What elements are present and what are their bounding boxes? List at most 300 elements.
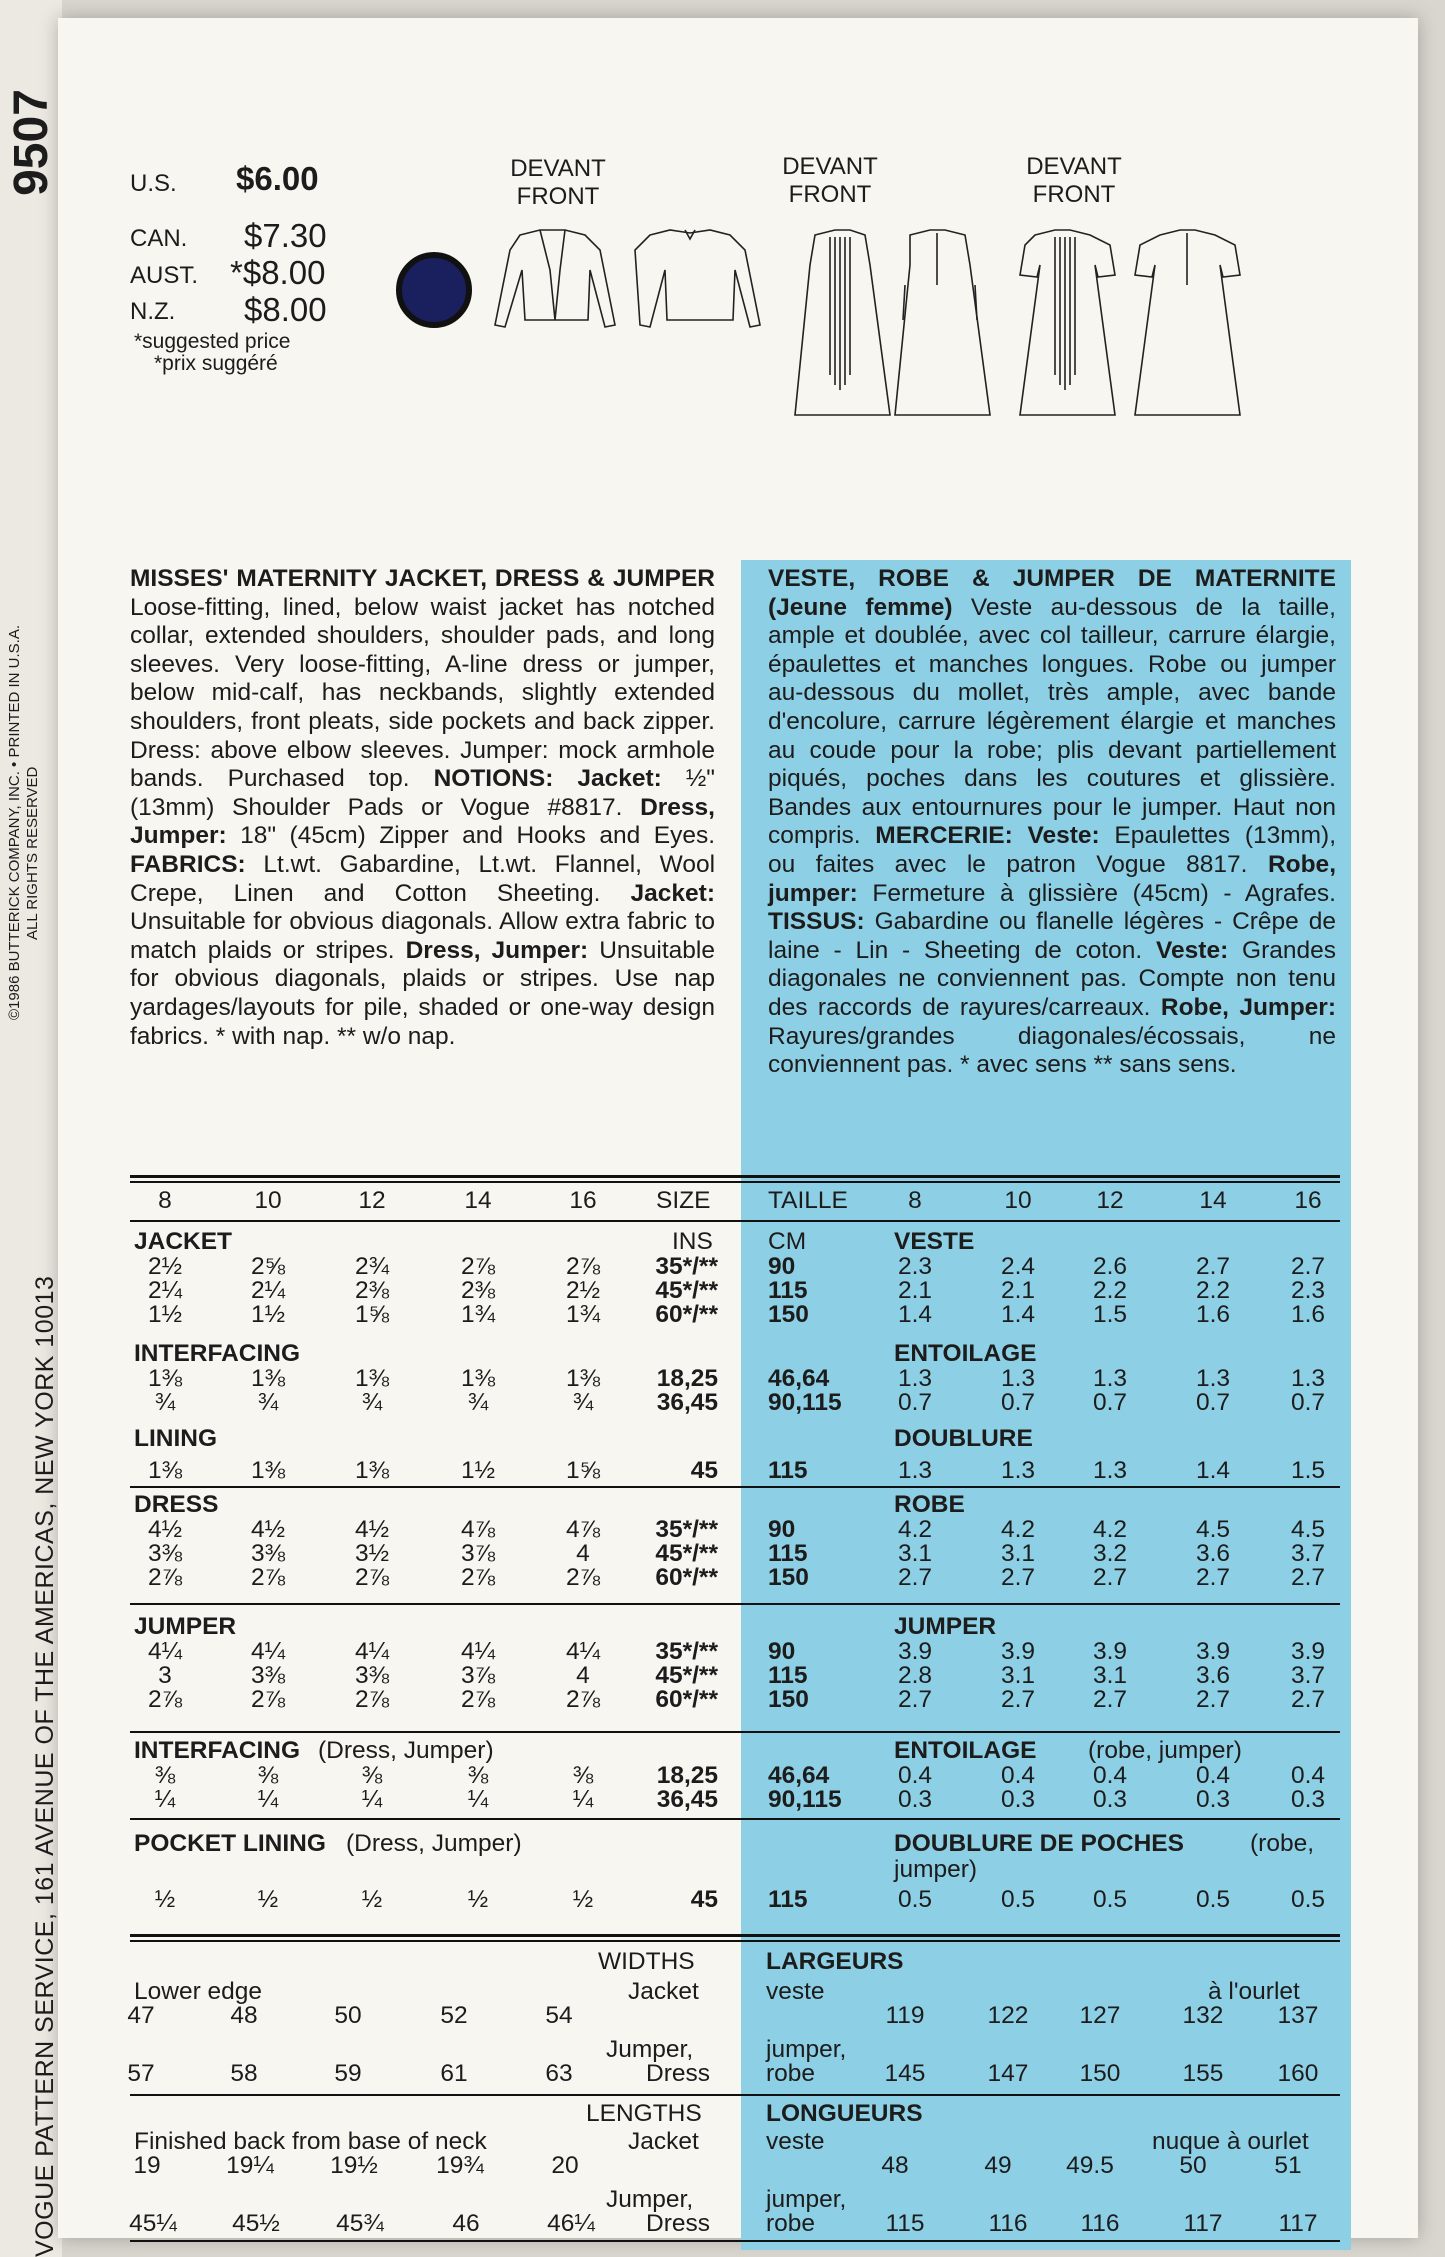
lining-us-cell: 1⅜ <box>147 1457 183 1484</box>
widths-ourlet-label: à l'ourlet <box>1208 1978 1300 2005</box>
price-can-label: CAN. <box>130 225 188 252</box>
dress-metric-cell: 2.7 <box>1092 1564 1128 1591</box>
interfacing-us-cell: 1⅜ <box>565 1365 601 1392</box>
jumper-width-cm: 115 <box>768 1662 808 1689</box>
widths-jacket-label: Jacket <box>628 1978 699 2005</box>
dress-metric-cell: 4.2 <box>897 1516 933 1543</box>
taille-header: 14 <box>1199 1187 1227 1214</box>
color-dot <box>396 252 472 328</box>
rights-line: ALL RIGHTS RESERVED <box>24 766 41 940</box>
widths-jacket-us: 52 <box>440 2002 468 2029</box>
table-rule <box>130 1818 1340 1820</box>
interfacing2-fr-label: ENTOILAGE <box>894 1737 1037 1764</box>
jacket-us-cell: 1½ <box>250 1301 286 1328</box>
lengths-jd-us: 46 <box>452 2210 480 2237</box>
widths-jd-metric: 160 <box>1277 2060 1319 2087</box>
pocket-us-cell: ½ <box>467 1886 489 1913</box>
interfacing2-metric-cell: 0.4 <box>1290 1762 1326 1789</box>
interfacing2-metric-cell: 0.3 <box>1092 1786 1128 1813</box>
jacket-metric-cell: 1.5 <box>1092 1301 1128 1328</box>
jacket-metric-cell: 2.1 <box>1000 1277 1036 1304</box>
largeurs-label: LARGEURS <box>766 1948 904 1975</box>
pocket-fr-note: (robe, <box>1250 1830 1315 1857</box>
size-header: 14 <box>464 1187 492 1214</box>
interfacing-us-cell: ¾ <box>154 1389 176 1416</box>
lining-us-cell: 1½ <box>460 1457 496 1484</box>
size-header: 10 <box>254 1187 282 1214</box>
interfacing-metric-cell: 0.7 <box>1290 1389 1326 1416</box>
dress-us-cell: 3⅜ <box>147 1540 183 1567</box>
finished-label: Finished back from base of neck <box>134 2128 487 2155</box>
dress-us-cell: 2⅞ <box>460 1564 496 1591</box>
jumper-width-cm: 90 <box>768 1638 796 1665</box>
dress-fr-label: ROBE <box>894 1491 965 1518</box>
jumper-us-cell: 3⅜ <box>250 1662 286 1689</box>
widths-jr-label2: robe <box>766 2060 816 2087</box>
lining-us-cell: 1⅜ <box>250 1457 286 1484</box>
dress-us-cell: 3⅜ <box>250 1540 286 1567</box>
pocket-label-note: (Dress, Jumper) <box>346 1830 522 1857</box>
interfacing-us-cell: 1⅜ <box>147 1365 183 1392</box>
interfacing-width-in: 36,45 <box>656 1389 718 1416</box>
price-note-en: *suggested price <box>134 330 291 353</box>
lengths-jacket-metric: 51 <box>1274 2152 1302 2179</box>
jacket-width-cm: 115 <box>768 1277 808 1304</box>
widths-jd-metric: 145 <box>884 2060 926 2087</box>
jacket-us-cell: 2¼ <box>147 1277 183 1304</box>
jumper-metric-cell: 3.9 <box>1092 1638 1128 1665</box>
interfacing2-width-cm: 46,64 <box>768 1762 830 1789</box>
size-label: SIZE <box>656 1187 711 1214</box>
lengths-jacket-metric: 48 <box>881 2152 909 2179</box>
price-can: $7.30 <box>244 217 327 254</box>
lower-edge-label: Lower edge <box>134 1978 263 2005</box>
interfacing2-metric-cell: 0.3 <box>897 1786 933 1813</box>
jumper-metric-cell: 2.7 <box>1290 1686 1326 1713</box>
jumper-us-cell: 4¼ <box>354 1638 390 1665</box>
lengths-jd-label1: Jumper, <box>606 2186 694 2213</box>
table-rule <box>130 1181 1340 1183</box>
jacket-metric-cell: 2.3 <box>1290 1277 1326 1304</box>
table-rule <box>130 1220 1340 1222</box>
widths-jd-metric: 147 <box>987 2060 1029 2087</box>
interfacing2-label: INTERFACING <box>134 1737 301 1764</box>
jumper-width-cm: 150 <box>768 1686 809 1713</box>
interfacing2-us-cell: ¼ <box>572 1786 594 1813</box>
taille-header: 12 <box>1096 1187 1124 1214</box>
jumper-us-cell: 4¼ <box>250 1638 286 1665</box>
interfacing2-width-in: 36,45 <box>656 1786 718 1813</box>
lengths-label: LENGTHS <box>586 2100 702 2127</box>
dress-us-cell: 2⅞ <box>565 1564 601 1591</box>
price-nz-label: N.Z. <box>130 298 176 325</box>
jumper-metric-cell: 3.9 <box>1195 1638 1231 1665</box>
lining-fr-label: DOUBLURE <box>894 1425 1033 1452</box>
lengths-jacket-metric: 49.5 <box>1066 2152 1114 2179</box>
jumper-us-cell: 4 <box>576 1662 590 1689</box>
jacket-metric-cell: 2.7 <box>1290 1253 1326 1280</box>
widths-jacket-us: 48 <box>230 2002 258 2029</box>
jumper-metric-cell: 2.8 <box>897 1662 933 1689</box>
dress-us-cell: 4½ <box>147 1516 183 1543</box>
interfacing-metric-cell: 1.3 <box>1000 1365 1036 1392</box>
jacket-ins: INS <box>672 1228 713 1255</box>
widths-jd-metric: 150 <box>1079 2060 1121 2087</box>
widths-jd-us: 57 <box>127 2060 155 2087</box>
lengths-jacket-us: 20 <box>551 2152 579 2179</box>
price-note-fr: *prix suggéré <box>154 352 278 375</box>
widths-jd-label1: Jumper, <box>606 2036 694 2063</box>
jacket-metric-cell: 2.3 <box>897 1253 933 1280</box>
lengths-jd-metric: 115 <box>885 2210 925 2237</box>
lining-us-cell: 1⅝ <box>565 1457 601 1484</box>
jacket-width-cm: 150 <box>768 1301 809 1328</box>
pocket-us-cell: ½ <box>154 1886 176 1913</box>
jacket-metric-cell: 2.7 <box>1195 1253 1231 1280</box>
table-rule <box>130 2094 1340 2096</box>
lengths-jacket-us: 19 <box>133 2152 161 2179</box>
lengths-jd-metric: 116 <box>988 2210 1028 2237</box>
lengths-jr-label2: robe <box>766 2210 816 2237</box>
view-label-1: DEVANT FRONT <box>510 155 606 210</box>
dress-metric-cell: 2.7 <box>1290 1564 1326 1591</box>
interfacing2-metric-cell: 0.3 <box>1290 1786 1326 1813</box>
pocket-width-cm: 115 <box>768 1886 808 1913</box>
taille-header: 16 <box>1294 1187 1322 1214</box>
jacket-metric-cell: 2.1 <box>897 1277 933 1304</box>
lining-metric-cell: 1.5 <box>1290 1457 1326 1484</box>
dress-width-in: 35*/** <box>655 1516 718 1543</box>
pocket-us-cell: ½ <box>572 1886 594 1913</box>
interfacing2-us-cell: ⅜ <box>572 1762 594 1789</box>
interfacing-us-cell: 1⅜ <box>250 1365 286 1392</box>
jumper-us-cell: 2⅞ <box>250 1686 286 1713</box>
jacket-metric-cell: 1.6 <box>1195 1301 1231 1328</box>
jacket-us-cell: 2½ <box>565 1277 601 1304</box>
table-rule <box>130 1934 1340 1937</box>
interfacing2-label-note: (Dress, Jumper) <box>318 1737 494 1764</box>
jumper-us-cell: 4¼ <box>147 1638 183 1665</box>
jumper-metric-cell: 2.7 <box>897 1686 933 1713</box>
dress-metric-cell: 3.1 <box>1000 1540 1036 1567</box>
lining-label: LINING <box>134 1425 218 1452</box>
lengths-jd-metric: 116 <box>1080 2210 1120 2237</box>
interfacing2-width-in: 18,25 <box>656 1762 718 1789</box>
jacket-metric-cell: 1.4 <box>1000 1301 1036 1328</box>
widths-jd-us: 63 <box>545 2060 573 2087</box>
jumper-fr-label: JUMPER <box>894 1613 997 1640</box>
price-nz: $8.00 <box>244 291 327 328</box>
interfacing2-metric-cell: 0.4 <box>897 1762 933 1789</box>
jacket-metric-cell: 1.6 <box>1290 1301 1326 1328</box>
dress-metric-cell: 2.7 <box>1195 1564 1231 1591</box>
dress-us-cell: 3½ <box>354 1540 390 1567</box>
pocket-metric-cell: 0.5 <box>1290 1886 1326 1913</box>
publisher-line: VOGUE PATTERN SERVICE, 161 AVENUE OF THE AMERICAS, NEW YORK 10013 <box>31 1275 59 2257</box>
jumper-metric-cell: 2.7 <box>1092 1686 1128 1713</box>
widths-jacket-us: 50 <box>334 2002 362 2029</box>
lengths-jd-label2: Dress <box>646 2210 710 2237</box>
price-us-label: U.S. <box>130 170 177 197</box>
jumper-metric-cell: 3.7 <box>1290 1662 1326 1689</box>
lengths-jr-label1: jumper, <box>766 2186 847 2213</box>
interfacing-width-cm: 46,64 <box>768 1365 830 1392</box>
jacket-us-cell: 2⅞ <box>460 1253 496 1280</box>
dress-us-cell: 4 <box>576 1540 590 1567</box>
interfacing2-metric-cell: 0.4 <box>1195 1762 1231 1789</box>
jacket-metric-cell: 2.2 <box>1195 1277 1231 1304</box>
jacket-us-cell: 2½ <box>147 1253 183 1280</box>
widths-jacket-metric: 127 <box>1079 2002 1121 2029</box>
interfacing-us-cell: ¾ <box>572 1389 594 1416</box>
dress-us-cell: 4½ <box>354 1516 390 1543</box>
jacket-width-in: 35*/** <box>655 1253 718 1280</box>
taille-header: 8 <box>908 1187 922 1214</box>
widths-label: WIDTHS <box>598 1948 695 1975</box>
dress-width-cm: 115 <box>768 1540 808 1567</box>
pocket-metric-cell: 0.5 <box>1000 1886 1036 1913</box>
interfacing-us-cell: 1⅜ <box>354 1365 390 1392</box>
jumper-metric-cell: 2.7 <box>1000 1686 1036 1713</box>
dress-metric-cell: 4.5 <box>1195 1516 1231 1543</box>
dress-us-cell: 2⅞ <box>250 1564 286 1591</box>
dress-us-cell: 3⅞ <box>460 1540 496 1567</box>
dress-us-cell: 2⅞ <box>147 1564 183 1591</box>
widths-jd-label2: Dress <box>646 2060 710 2087</box>
widths-jacket-metric: 122 <box>987 2002 1029 2029</box>
widths-jacket-metric: 132 <box>1182 2002 1224 2029</box>
dress-metric-cell: 2.7 <box>1000 1564 1036 1591</box>
price-aust-label: AUST. <box>130 262 199 289</box>
interfacing-metric-cell: 1.3 <box>897 1365 933 1392</box>
size-header: 8 <box>158 1187 172 1214</box>
jumper-us-cell: 2⅞ <box>460 1686 496 1713</box>
table-rule <box>130 1486 1340 1488</box>
dress-us-cell: 4⅞ <box>460 1516 496 1543</box>
widths-jd-us: 61 <box>440 2060 468 2087</box>
interfacing-metric-cell: 0.7 <box>1000 1389 1036 1416</box>
view-label-2: DEVANT FRONT <box>782 153 878 208</box>
interfacing2-metric-cell: 0.3 <box>1000 1786 1036 1813</box>
view-label-3: DEVANT FRONT <box>1026 153 1122 208</box>
jumper-us-cell: 3 <box>158 1662 172 1689</box>
pocket-us-cell: ½ <box>257 1886 279 1913</box>
jacket-us-cell: 2⅞ <box>565 1253 601 1280</box>
interfacing2-fr-note: (robe, jumper) <box>1088 1737 1242 1764</box>
widths-veste-label: veste <box>766 1978 825 2005</box>
lengths-jd-us: 45¾ <box>336 2210 384 2237</box>
interfacing-metric-cell: 1.3 <box>1290 1365 1326 1392</box>
widths-jacket-us: 54 <box>545 2002 573 2029</box>
lengths-jacket-us: 19½ <box>330 2152 378 2179</box>
interfacing-metric-cell: 0.7 <box>1195 1389 1231 1416</box>
dress-metric-cell: 3.2 <box>1092 1540 1128 1567</box>
lengths-jacket-label: Jacket <box>628 2128 699 2155</box>
jacket-sketch <box>480 225 780 340</box>
pocket-label: POCKET LINING <box>134 1830 326 1857</box>
widths-jacket-metric: 119 <box>885 2002 925 2029</box>
jacket-us-cell: 2⅝ <box>250 1253 286 1280</box>
widths-jacket-us: 47 <box>127 2002 155 2029</box>
jacket-metric-cell: 2.6 <box>1092 1253 1128 1280</box>
jacket-label: JACKET <box>134 1228 233 1255</box>
spine <box>0 0 62 2257</box>
interfacing2-us-cell: ⅜ <box>154 1762 176 1789</box>
lengths-jd-us: 46¼ <box>547 2210 595 2237</box>
interfacing-metric-cell: 1.3 <box>1195 1365 1231 1392</box>
pocket-fr-note2: jumper) <box>894 1856 978 1883</box>
widths-jd-us: 58 <box>230 2060 258 2087</box>
pocket-fr-label: DOUBLURE DE POCHES <box>894 1830 1184 1857</box>
jumper-metric-cell: 3.9 <box>897 1638 933 1665</box>
jumper-metric-cell: 3.1 <box>1000 1662 1036 1689</box>
jacket-metric-cell: 1.4 <box>897 1301 933 1328</box>
interfacing-us-cell: ¾ <box>257 1389 279 1416</box>
size-header: 12 <box>358 1187 386 1214</box>
table-rule <box>130 1603 1340 1605</box>
lengths-jd-us: 45¼ <box>129 2210 177 2237</box>
widths-jd-us: 59 <box>334 2060 362 2087</box>
longueurs-label: LONGUEURS <box>766 2100 923 2127</box>
interfacing-us-cell: 1⅜ <box>460 1365 496 1392</box>
jacket-us-cell: 1¾ <box>460 1301 496 1328</box>
taille-label: TAILLE <box>768 1187 848 1214</box>
jacket-us-cell: 2⅜ <box>354 1277 390 1304</box>
copyright-line: ©1986 BUTTERICK COMPANY, INC. • PRINTED IN U.S.A. <box>6 625 23 1020</box>
jumper-us-cell: 2⅞ <box>565 1686 601 1713</box>
interfacing2-width-cm: 90,115 <box>768 1786 842 1813</box>
pocket-us-cell: ½ <box>361 1886 383 1913</box>
pocket-metric-cell: 0.5 <box>1092 1886 1128 1913</box>
lining-metric-cell: 1.3 <box>1092 1457 1128 1484</box>
interfacing-metric-cell: 0.7 <box>1092 1389 1128 1416</box>
jumper-metric-cell: 3.9 <box>1290 1638 1326 1665</box>
widths-jd-metric: 155 <box>1182 2060 1224 2087</box>
table-rule <box>130 1175 1340 1178</box>
lengths-jacket-us: 19¾ <box>436 2152 484 2179</box>
lining-us-cell: 1⅜ <box>354 1457 390 1484</box>
jumper-us-cell: 4¼ <box>565 1638 601 1665</box>
jumper-metric-cell: 3.1 <box>1092 1662 1128 1689</box>
pattern-number: 9507 <box>4 89 58 196</box>
jacket-us-cell: 1¾ <box>565 1301 601 1328</box>
interfacing2-us-cell: ⅜ <box>361 1762 383 1789</box>
dress-metric-cell: 3.7 <box>1290 1540 1326 1567</box>
jumper-us-cell: 4¼ <box>460 1638 496 1665</box>
jacket-fr-label: VESTE <box>894 1228 975 1255</box>
interfacing-fr-label: ENTOILAGE <box>894 1340 1037 1367</box>
table-rule <box>130 1731 1340 1733</box>
jumper-width-in: 60*/** <box>655 1686 718 1713</box>
lengths-nuque-label: nuque à ourlet <box>1152 2128 1309 2155</box>
dress-metric-cell: 4.2 <box>1000 1516 1036 1543</box>
table-rule <box>130 2240 1340 2242</box>
dress-width-cm: 150 <box>768 1564 809 1591</box>
dress-metric-cell: 2.7 <box>897 1564 933 1591</box>
lengths-jacket-us: 19¼ <box>226 2152 274 2179</box>
jumper-metric-cell: 2.7 <box>1195 1686 1231 1713</box>
jacket-width-in: 45*/** <box>655 1277 718 1304</box>
jumper-us-cell: 3⅞ <box>460 1662 496 1689</box>
interfacing-us-cell: ¾ <box>467 1389 489 1416</box>
lengths-jacket-metric: 49 <box>984 2152 1012 2179</box>
jumper-metric-cell: 3.6 <box>1195 1662 1231 1689</box>
interfacing2-us-cell: ¼ <box>154 1786 176 1813</box>
lining-metric-cell: 1.3 <box>1000 1457 1036 1484</box>
interfacing-us-cell: ¾ <box>361 1389 383 1416</box>
interfacing2-metric-cell: 0.4 <box>1000 1762 1036 1789</box>
lining-metric-cell: 1.4 <box>1195 1457 1231 1484</box>
taille-header: 10 <box>1004 1187 1032 1214</box>
table-rule <box>130 1940 1340 1942</box>
pocket-width-in: 45 <box>690 1886 718 1913</box>
price-aust: *$8.00 <box>230 254 326 291</box>
jacket-width-cm: 90 <box>768 1253 796 1280</box>
interfacing-label: INTERFACING <box>134 1340 301 1367</box>
dress-us-cell: 4⅞ <box>565 1516 601 1543</box>
size-header: 16 <box>569 1187 597 1214</box>
lengths-veste-label: veste <box>766 2128 825 2155</box>
jacket-us-cell: 1½ <box>147 1301 183 1328</box>
jacket-us-cell: 1⅝ <box>354 1301 390 1328</box>
jacket-metric-cell: 2.2 <box>1092 1277 1128 1304</box>
interfacing2-us-cell: ¼ <box>467 1786 489 1813</box>
lining-width-in: 45 <box>690 1457 718 1484</box>
pocket-metric-cell: 0.5 <box>897 1886 933 1913</box>
interfacing2-us-cell: ⅜ <box>467 1762 489 1789</box>
jumper-metric-cell: 3.9 <box>1000 1638 1036 1665</box>
interfacing-width-cm: 90,115 <box>768 1389 842 1416</box>
jumper-us-cell: 2⅞ <box>354 1686 390 1713</box>
dress-width-in: 45*/** <box>655 1540 718 1567</box>
dress-us-cell: 2⅞ <box>354 1564 390 1591</box>
interfacing-width-in: 18,25 <box>656 1365 718 1392</box>
jacket-us-cell: 2¾ <box>354 1253 390 1280</box>
widths-jacket-metric: 137 <box>1277 2002 1319 2029</box>
lengths-jacket-metric: 50 <box>1179 2152 1207 2179</box>
jumper-width-in: 35*/** <box>655 1638 718 1665</box>
dress-width-cm: 90 <box>768 1516 796 1543</box>
interfacing-metric-cell: 0.7 <box>897 1389 933 1416</box>
description-en: MISSES' MATERNITY JACKET, DRESS & JUMPER Loose-fitting, lined, below waist jacket has notched collar, extended shoulders, shoulder pads, and long sleeves. Very loose-fitting, A-line dress or jumper, below mid-calf, has neckbands, slightly extended shoulders, front pleats, side pockets and back zipper. Dress: above elbow sleeves. Jumper: mock armhole bands. Purchased top. NOTIONS: Jacket: ½" (13mm) Shoulder Pads or Vogue #8817. Dress, Jumper: 18" (45cm) Zipper and Hooks and Eyes. FABRICS: Lt.wt. Gabardine, Lt.wt. Flannel, Wool Crepe, Linen and Cotton Sheeting. Jacket: Unsuitable for obvious diagonals. Allow extra fabric to match plaids or stripes. Dress, Jumper: Unsuitable for obvious diagonals, plaids or stripes. Use nap yardages/layouts for pile, shaded or one-way design fabrics. * with nap. ** w/o nap. <box>130 565 716 1050</box>
jacket-us-cell: 2⅜ <box>460 1277 496 1304</box>
jumper-label: JUMPER <box>134 1613 237 1640</box>
lengths-jd-us: 45½ <box>232 2210 280 2237</box>
lining-metric-cell: 1.3 <box>897 1457 933 1484</box>
interfacing2-us-cell: ¼ <box>361 1786 383 1813</box>
dress-label: DRESS <box>134 1491 219 1518</box>
jacket-width-in: 60*/** <box>655 1301 718 1328</box>
interfacing2-metric-cell: 0.4 <box>1092 1762 1128 1789</box>
jacket-cm: CM <box>768 1228 807 1255</box>
widths-jr-label1: jumper, <box>766 2036 847 2063</box>
pocket-metric-cell: 0.5 <box>1195 1886 1231 1913</box>
interfacing2-us-cell: ¼ <box>257 1786 279 1813</box>
dress-metric-cell: 3.1 <box>897 1540 933 1567</box>
dress-metric-cell: 4.2 <box>1092 1516 1128 1543</box>
jumper-width-in: 45*/** <box>655 1662 718 1689</box>
interfacing-metric-cell: 1.3 <box>1092 1365 1128 1392</box>
jumper-us-cell: 3⅜ <box>354 1662 390 1689</box>
dress-sketch <box>790 225 1260 420</box>
description-fr: VESTE, ROBE & JUMPER DE MATERNITE (Jeune femme) Veste au-dessous de la taille, ample et doublée, avec col tailleur, carrure élargie, épaulettes et manches longues. Robe ou jumper au-dessous du mollet, très ample, avec bande d'encolure, carrure légèrement élargie et manches au coude pour la robe; plis devant partiellement piqués, poches dans les coutures et glissière. Bandes aux entournures pour le jumper. Haut non compris. MERCERIE: Veste: Epaulettes (13mm), ou faites avec le patron Vogue 8817. Robe, jumper: Fermeture à glissière (45cm) - Agrafes. TISSUS: Gabardine ou flanelle légères - Crêpe de laine - Lin - Sheeting de coton. Veste: Grandes diagonales ne conviennent pas. Compte non tenu des raccords de rayures/carreaux. Robe, Jumper: Rayures/grandes diagonales/écossais, ne conviennent pas. * avec sens ** sans sens. <box>768 565 1337 1079</box>
jumper-us-cell: 2⅞ <box>147 1686 183 1713</box>
jacket-metric-cell: 2.4 <box>1000 1253 1036 1280</box>
dress-metric-cell: 3.6 <box>1195 1540 1231 1567</box>
jacket-us-cell: 2¼ <box>250 1277 286 1304</box>
dress-metric-cell: 4.5 <box>1290 1516 1326 1543</box>
lining-width-cm: 115 <box>768 1457 808 1484</box>
